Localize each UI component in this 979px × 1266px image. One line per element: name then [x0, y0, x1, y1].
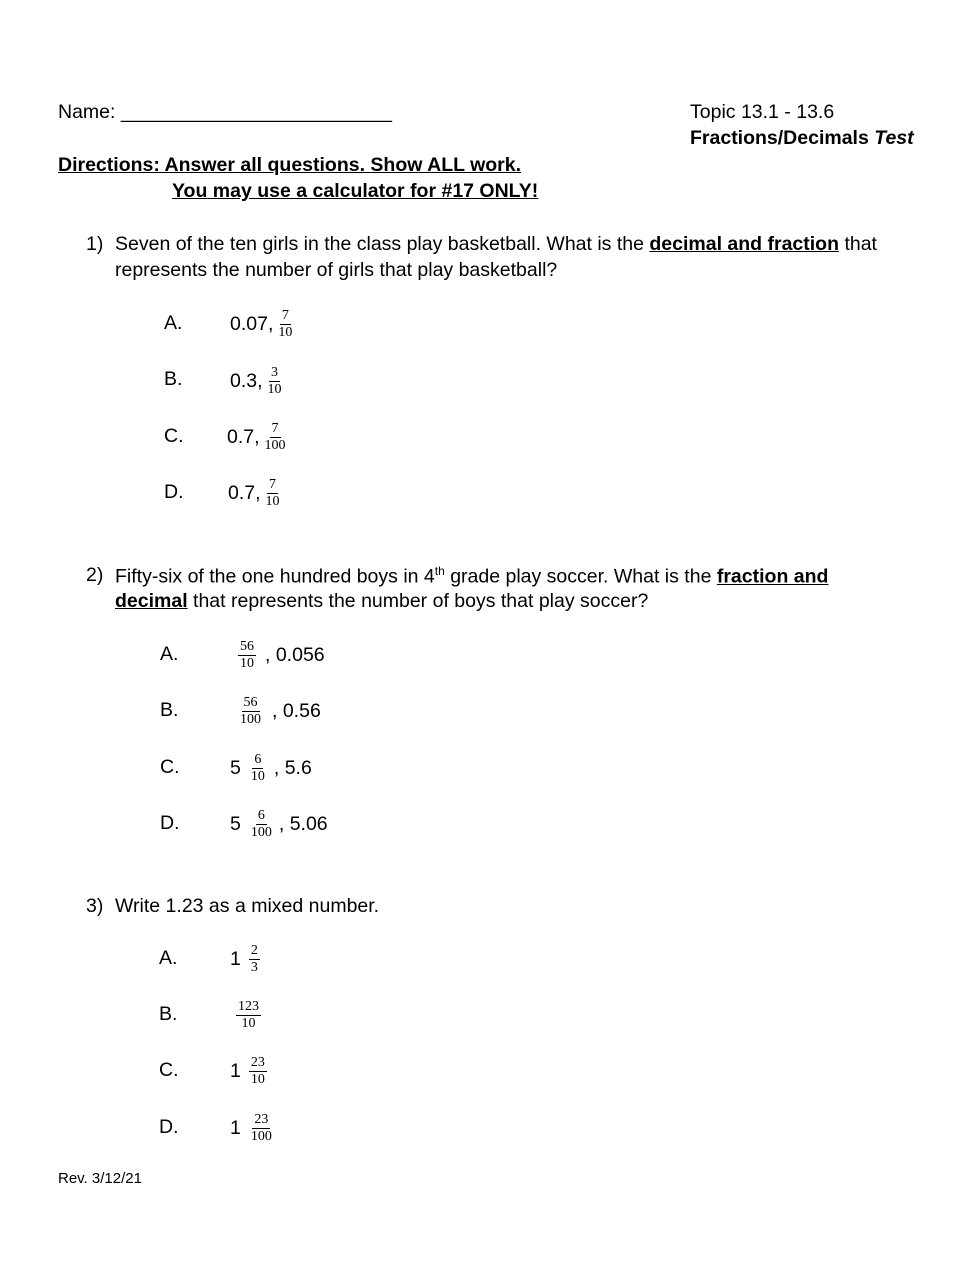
q2-option-c-whole: 5 — [230, 757, 241, 779]
q2-option-c-decimal: , 5.6 — [273, 757, 312, 779]
q2-option-b-fraction: $\frac{56}{100}$ — [240, 695, 261, 727]
q1-option-d-letter[interactable]: D. — [164, 481, 184, 503]
revision-date: Rev. 3/12/21 — [58, 1170, 142, 1187]
q1-option-c-decimal: 0.7, — [227, 426, 260, 448]
q2-text-b: grade play soccer. What is the — [444, 565, 712, 588]
q1-option-a-value — [230, 309, 297, 340]
q2-option-c-value — [230, 753, 312, 784]
directions-line-2: You may use a calculator for #17 ONLY! — [172, 180, 539, 202]
q3-number: 3) — [86, 895, 104, 917]
q2-option-d-whole: 5 — [230, 813, 241, 835]
q2-option-d-decimal: , 5.06 — [278, 813, 328, 835]
q1-option-b-decimal: 0.3, — [230, 370, 263, 392]
q2-option-a-decimal: , 0.056 — [265, 644, 325, 666]
q2-option-a-fraction: $\frac{56}{10}$ — [240, 639, 254, 671]
q3-option-a-letter[interactable]: A. — [159, 947, 178, 969]
q3-option-a-whole: 1 — [230, 948, 241, 970]
q3-option-c-letter[interactable]: C. — [159, 1059, 179, 1081]
q2-text-rest: that represents the number of boys that play soccer? — [193, 590, 649, 612]
q2-option-c-fraction: $\frac{6}{10}$ — [250, 752, 265, 784]
q2-option-d-letter[interactable]: D. — [160, 812, 180, 834]
q2-option-d-fraction: $\frac{6}{100}$ — [250, 808, 272, 840]
q3-text: Write 1.23 as a mixed number. — [115, 895, 380, 917]
q1-option-b-value — [230, 366, 287, 397]
q1-text-a: Seven of the ten girls in the class play basketball. What is the — [115, 233, 644, 255]
q1-number: 1) — [86, 233, 104, 255]
q2-text-bold-2: decimal — [115, 590, 188, 612]
q1-option-c-letter[interactable]: C. — [164, 425, 184, 447]
test-title — [690, 127, 914, 150]
q2-text-bold-1: fraction and — [716, 565, 829, 588]
q1-text-bold: decimal and fraction — [649, 233, 840, 255]
name-field-label: Name: _________________________ — [58, 101, 392, 123]
q2-option-b-letter[interactable]: B. — [160, 699, 179, 721]
q1-option-b-fraction: $\frac{3}{10}$ — [267, 365, 282, 397]
q2-option-c-letter[interactable]: C. — [160, 756, 180, 778]
q3-option-c-fraction: $\frac{23}{10}$ — [250, 1055, 265, 1087]
q1-option-a-letter[interactable]: A. — [164, 312, 183, 334]
test-title-text: Fractions/Decimals — [690, 127, 869, 149]
q1-option-c-fraction: $\frac{7}{100}$ — [264, 421, 286, 453]
q1-option-a-fraction: $\frac{7}{10}$ — [278, 308, 293, 340]
q1-text-line-1 — [115, 233, 877, 256]
q3-option-a-fraction: $\frac{2}{3}$ — [250, 943, 258, 975]
directions-line-1: Directions: Answer all questions. Show ALL work. — [58, 154, 522, 176]
q2-text-sup: th — [434, 564, 445, 578]
q1-text-b: that — [844, 233, 877, 255]
q1-option-d-decimal: 0.7, — [228, 482, 261, 504]
q3-option-d-value — [230, 1113, 277, 1144]
q1-option-d-value — [228, 478, 285, 509]
topic-label: Topic 13.1 - 13.6 — [690, 101, 835, 123]
q1-option-c-value — [227, 422, 291, 453]
q1-option-b-letter[interactable]: B. — [164, 368, 183, 390]
q3-option-d-letter[interactable]: D. — [159, 1116, 179, 1138]
q3-option-b-letter[interactable]: B. — [159, 1003, 178, 1025]
q3-option-c-value — [230, 1056, 270, 1087]
q3-option-c-whole: 1 — [230, 1060, 241, 1082]
q3-option-b-fraction: $\frac{123}{10}$ — [238, 999, 259, 1031]
q1-option-d-fraction: $\frac{7}{10}$ — [265, 477, 280, 509]
q3-option-b-value — [233, 1000, 264, 1031]
q1-text-line-2: represents the number of girls that play basketball? — [115, 259, 558, 281]
q2-option-b-decimal: , 0.56 — [272, 700, 321, 722]
q2-text-line-2 — [115, 590, 648, 613]
q2-number: 2) — [86, 564, 104, 586]
test-title-word: Test — [874, 127, 914, 149]
q2-option-a-value — [235, 640, 325, 671]
q2-text-line-1 — [115, 564, 828, 589]
q2-text-a: Fifty-six of the one hundred boys in 4 — [115, 565, 435, 588]
q3-option-d-whole: 1 — [230, 1117, 241, 1139]
q3-option-a-value — [230, 944, 263, 975]
q2-option-d-value — [230, 809, 328, 840]
q1-option-a-decimal: 0.07, — [230, 313, 274, 335]
q3-option-d-fraction: $\frac{23}{100}$ — [250, 1112, 272, 1144]
q2-option-a-letter[interactable]: A. — [160, 643, 179, 665]
q2-option-b-value — [235, 696, 321, 727]
